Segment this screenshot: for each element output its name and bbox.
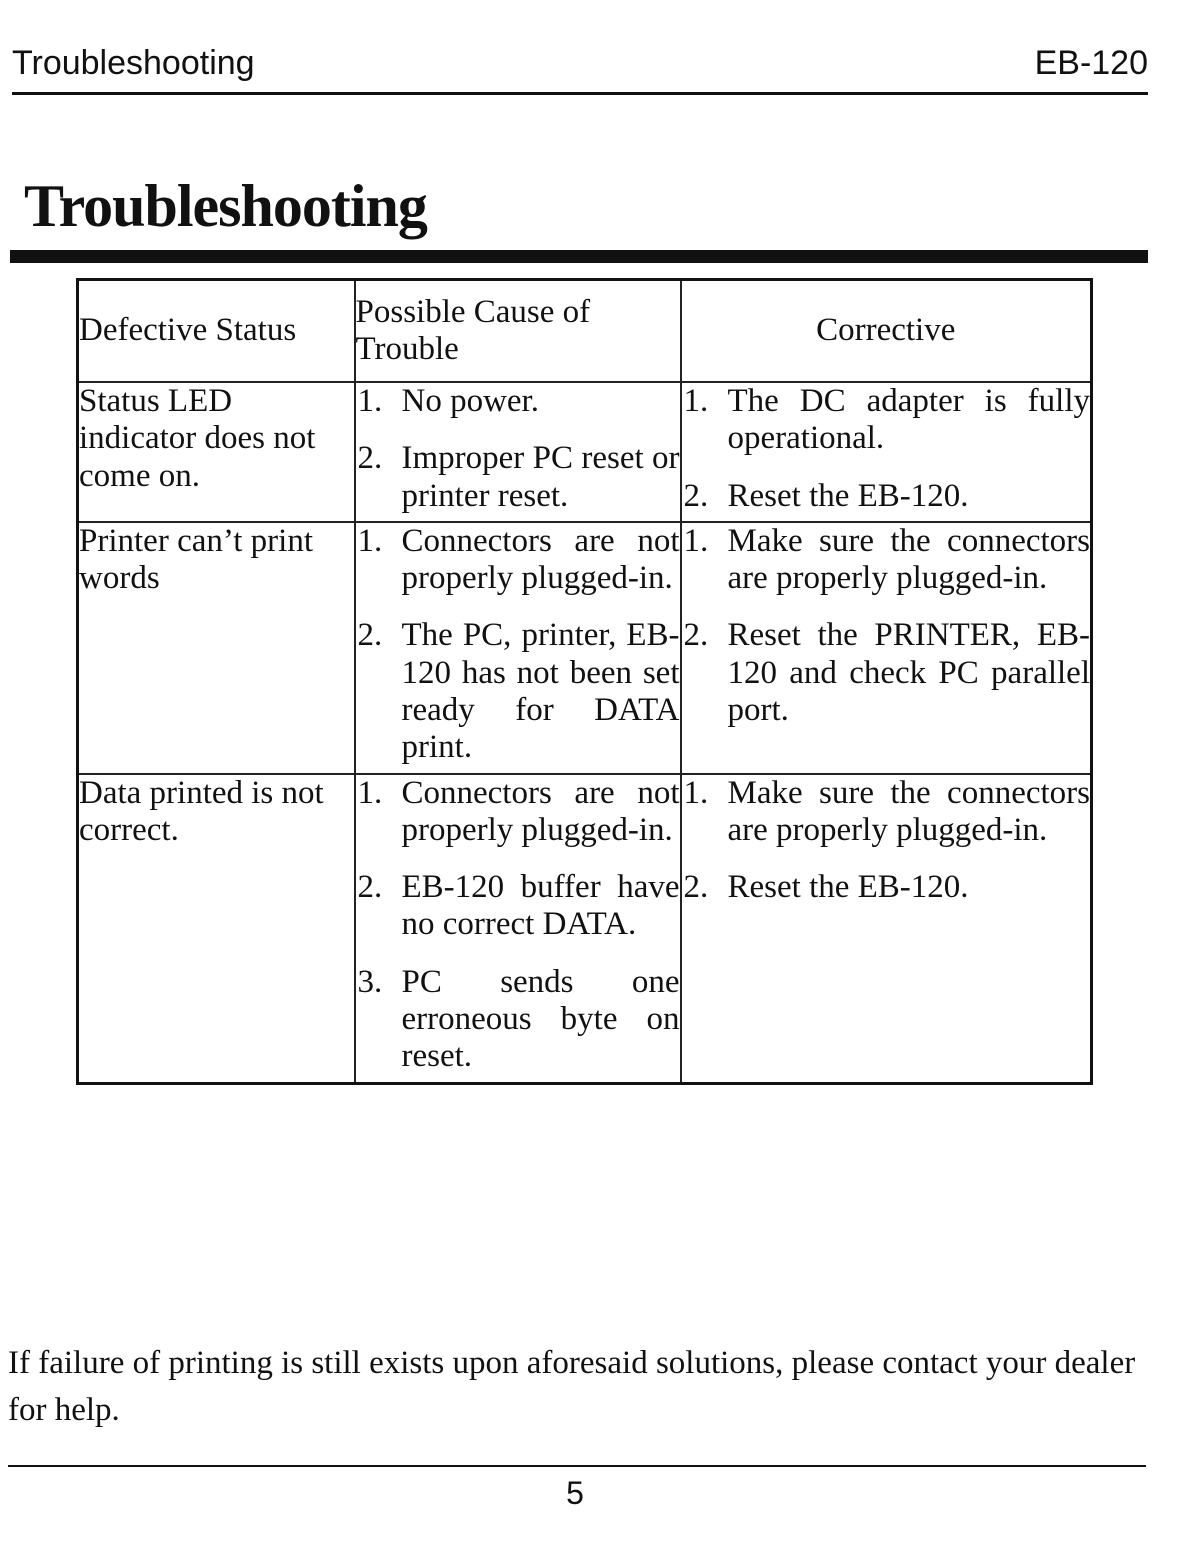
page-number: 5 <box>566 1475 584 1511</box>
cause-cell <box>355 774 681 1083</box>
item-text: The PC, printer, EB-120 has not been set ready for DATA print. <box>401 617 680 766</box>
header-possible-cause: Possible Cause of Trouble <box>355 280 681 383</box>
item-number: 1. <box>683 383 709 419</box>
table-row <box>78 522 1092 774</box>
list-item <box>356 440 680 515</box>
item-text: Reset the PRINTER, EB-120 and check PC parallel port. <box>727 617 1090 728</box>
item-text: Make sure the connectors are properly plugged-in. <box>727 522 1090 597</box>
item-number: 3. <box>357 963 383 1000</box>
corrective-cell <box>681 774 1092 1083</box>
table-header-row <box>78 280 1092 383</box>
running-head-section: Troubleshooting <box>12 44 255 82</box>
status-cell: Printer can’t print words <box>78 522 355 774</box>
running-head-model: EB-120 <box>1034 44 1148 82</box>
item-text: EB-120 buffer have no correct DATA. <box>401 869 680 943</box>
footer-note: If failure of printing is still exists upon aforesaid solutions, please contact your dealer for help. <box>8 1345 1136 1428</box>
item-number: 1. <box>683 774 709 811</box>
list-item <box>356 523 680 598</box>
item-text: Connectors are not properly plugged-in. <box>401 522 680 597</box>
list-item <box>356 617 680 766</box>
list-item <box>682 383 1091 458</box>
table-row <box>78 382 1092 522</box>
item-number: 2. <box>357 869 383 906</box>
item-text: Connectors are not properly plugged-in. <box>401 774 680 848</box>
header-corrective: Corrective <box>681 280 1092 383</box>
item-number: 2. <box>683 869 709 906</box>
item-text: Reset the EB-120. <box>727 869 969 906</box>
item-text: The DC adapter is fully operational. <box>727 383 1090 457</box>
cause-cell <box>355 522 681 774</box>
item-number: 2. <box>357 617 383 654</box>
item-number: 1. <box>357 383 383 419</box>
status-cell: Status LED indicator does not come on. <box>78 382 355 522</box>
item-text: PC sends one erroneous byte on reset. <box>401 963 680 1075</box>
item-number: 2. <box>357 440 383 477</box>
footer-rule <box>8 1465 1146 1467</box>
title-rule <box>10 250 1148 263</box>
list-item <box>682 523 1091 598</box>
item-number: 1. <box>357 774 383 811</box>
item-number: 1. <box>357 522 383 559</box>
list-item <box>682 617 1091 729</box>
header-defective-status: Defective Status <box>78 280 355 383</box>
item-text: Improper PC reset or printer reset. <box>401 440 680 514</box>
page-title: Troubleshooting <box>24 173 427 239</box>
list-item <box>682 869 1091 906</box>
running-head <box>12 40 1148 95</box>
list-item <box>682 775 1091 850</box>
corrective-cell <box>681 522 1092 774</box>
troubleshooting-table <box>76 278 1093 1085</box>
item-text: No power. <box>401 383 539 419</box>
item-text: Make sure the connectors are properly plugged-in. <box>727 774 1090 848</box>
item-number: 1. <box>683 522 709 559</box>
status-cell: Data printed is not correct. <box>78 774 355 1083</box>
list-item <box>356 964 680 1076</box>
table-row <box>78 774 1092 1083</box>
cause-cell <box>355 382 681 522</box>
list-item <box>356 775 680 850</box>
item-number: 2. <box>683 477 709 514</box>
list-item <box>682 478 1091 515</box>
corrective-cell <box>681 382 1092 522</box>
list-item <box>356 869 680 944</box>
item-number: 2. <box>683 617 709 654</box>
item-text: Reset the EB-120. <box>727 477 969 514</box>
list-item <box>356 383 680 420</box>
